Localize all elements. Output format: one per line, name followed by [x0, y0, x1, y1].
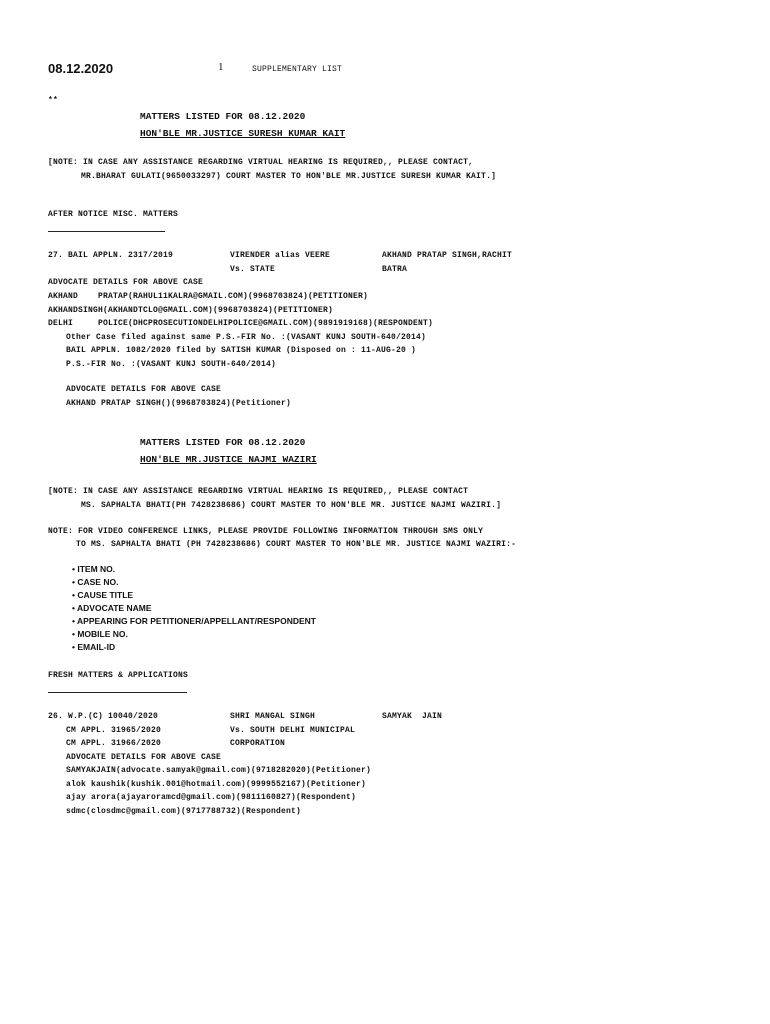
case27-adv-line3: DELHI POLICE(DHCPROSECUTIONDELHIPOLICE@GMAIL.COM)(9891919168)(RESPONDENT)	[48, 319, 434, 328]
case27-other-line3: P.S.-FIR No. :(VASANT KUNJ SOUTH-640/2014)	[66, 360, 277, 369]
case27-other-line2: BAIL APPLN. 1082/2020 filed by SATISH KUMAR (Disposed on : 11-AUG-20 )	[66, 346, 417, 355]
bullet-item: • ITEM NO.	[72, 564, 116, 574]
stars-marker: **	[48, 96, 59, 105]
case27-adv2-header: ADVOCATE DETAILS FOR ABOVE CASE	[66, 385, 222, 394]
court1-section-title: AFTER NOTICE MISC. MATTERS	[48, 210, 179, 219]
court1-note-line2: MR.BHARAT GULATI(9650033297) COURT MASTER TO HON'BLE MR.JUSTICE SURESH KUMAR KAIT.]	[81, 172, 497, 181]
case26-adv-line2: alok kaushik(kushik.001@hotmail.com)(9999552167)(Petitioner)	[66, 780, 367, 789]
case27-adv-header: ADVOCATE DETAILS FOR ABOVE CASE	[48, 278, 204, 287]
case26-adv-line4: sdmc(closdmc@gmail.com)(9717788732)(Respondent)	[66, 807, 302, 816]
list-date: 08.12.2020	[48, 61, 114, 76]
case26-adv-line1: SAMYAKJAIN(advocate.samyak@gmail.com)(9718282020)(Petitioner)	[66, 766, 372, 775]
court2-vc-line1: NOTE: FOR VIDEO CONFERENCE LINKS, PLEASE PROVIDE FOLLOWING INFORMATION THROUGH SMS ONLY	[48, 527, 484, 536]
vc-info-bullet-list	[72, 563, 316, 654]
court1-note-line1: [NOTE: IN CASE ANY ASSISTANCE REGARDING VIRTUAL HEARING IS REQUIRED,, PLEASE CONTACT,	[48, 158, 474, 167]
court2-section-rule	[48, 692, 187, 693]
case26-party3: CORPORATION	[230, 739, 286, 748]
case26-cm2: CM APPL. 31966/2020	[66, 739, 162, 748]
list-type: SUPPLEMENTARY LIST	[252, 65, 343, 74]
court1-judge-name: HON'BLE MR.JUSTICE SURESH KUMAR KAIT	[140, 128, 346, 139]
case26-adv-header: ADVOCATE DETAILS FOR ABOVE CASE	[66, 753, 222, 762]
bullet-item: • EMAIL-ID	[72, 642, 116, 652]
court2-section-title: FRESH MATTERS & APPLICATIONS	[48, 671, 189, 680]
court2-vc-line2: TO MS. SAPHALTA BHATI (PH 7428238686) COURT MASTER TO HON'BLE MR. JUSTICE NAJMI WAZIRI:-	[76, 540, 517, 549]
case27-party1: VIRENDER alias VEERE	[230, 251, 331, 260]
case27-other-line1: Other Case filed against same P.S.-FIR No. :(VASANT KUNJ SOUTH-640/2014)	[66, 333, 427, 342]
case27-adv-line1: AKHAND PRATAP(RAHUL11KALRA@GMAIL.COM)(9968703824)(PETITIONER)	[48, 292, 369, 301]
bullet-item: • ADVOCATE NAME	[72, 603, 152, 613]
case26-party1: SHRI MANGAL SINGH	[230, 712, 316, 721]
case26-adv-line3: ajay arora(ajayaroramcd@gmail.com)(9811160827)(Respondent)	[66, 793, 357, 802]
court1-section-rule	[48, 231, 165, 232]
court2-matters-listed: MATTERS LISTED FOR 08.12.2020	[140, 437, 306, 448]
bullet-item: • CAUSE TITLE	[72, 590, 134, 600]
case27-party2: Vs. STATE	[230, 265, 276, 274]
case27-number: 27. BAIL APPLN. 2317/2019	[48, 251, 174, 260]
case26-cm1: CM APPL. 31965/2020	[66, 726, 162, 735]
bullet-item: • MOBILE NO.	[72, 629, 128, 639]
case26-party2: Vs. SOUTH DELHI MUNICIPAL	[230, 726, 356, 735]
case27-adv-line2: AKHANDSINGH(AKHANDTCLO@GMAIL.COM)(9968703824)(PETITIONER)	[48, 306, 334, 315]
page-number: 1	[218, 61, 224, 73]
case27-advocate1: AKHAND PRATAP SINGH,RACHIT	[382, 251, 513, 260]
bullet-item: • APPEARING FOR PETITIONER/APPELLANT/RESPONDENT	[72, 616, 316, 626]
bullet-item: • CASE NO.	[72, 577, 119, 587]
case27-adv2-line1: AKHAND PRATAP SINGH()(9968703824)(Petitioner)	[66, 399, 292, 408]
case26-number: 26. W.P.(C) 10040/2020	[48, 712, 159, 721]
court2-note-line2: MS. SAPHALTA BHATI(PH 7428238686) COURT MASTER TO HON'BLE MR. JUSTICE NAJMI WAZIRI.]	[81, 501, 502, 510]
court2-note-line1: [NOTE: IN CASE ANY ASSISTANCE REGARDING VIRTUAL HEARING IS REQUIRED,, PLEASE CONTACT	[48, 487, 469, 496]
court1-matters-listed: MATTERS LISTED FOR 08.12.2020	[140, 111, 306, 122]
case26-advocate1: SAMYAK JAIN	[382, 712, 443, 721]
case27-advocate2: BATRA	[382, 265, 408, 274]
court2-judge-name: HON'BLE MR.JUSTICE NAJMI WAZIRI	[140, 454, 317, 465]
